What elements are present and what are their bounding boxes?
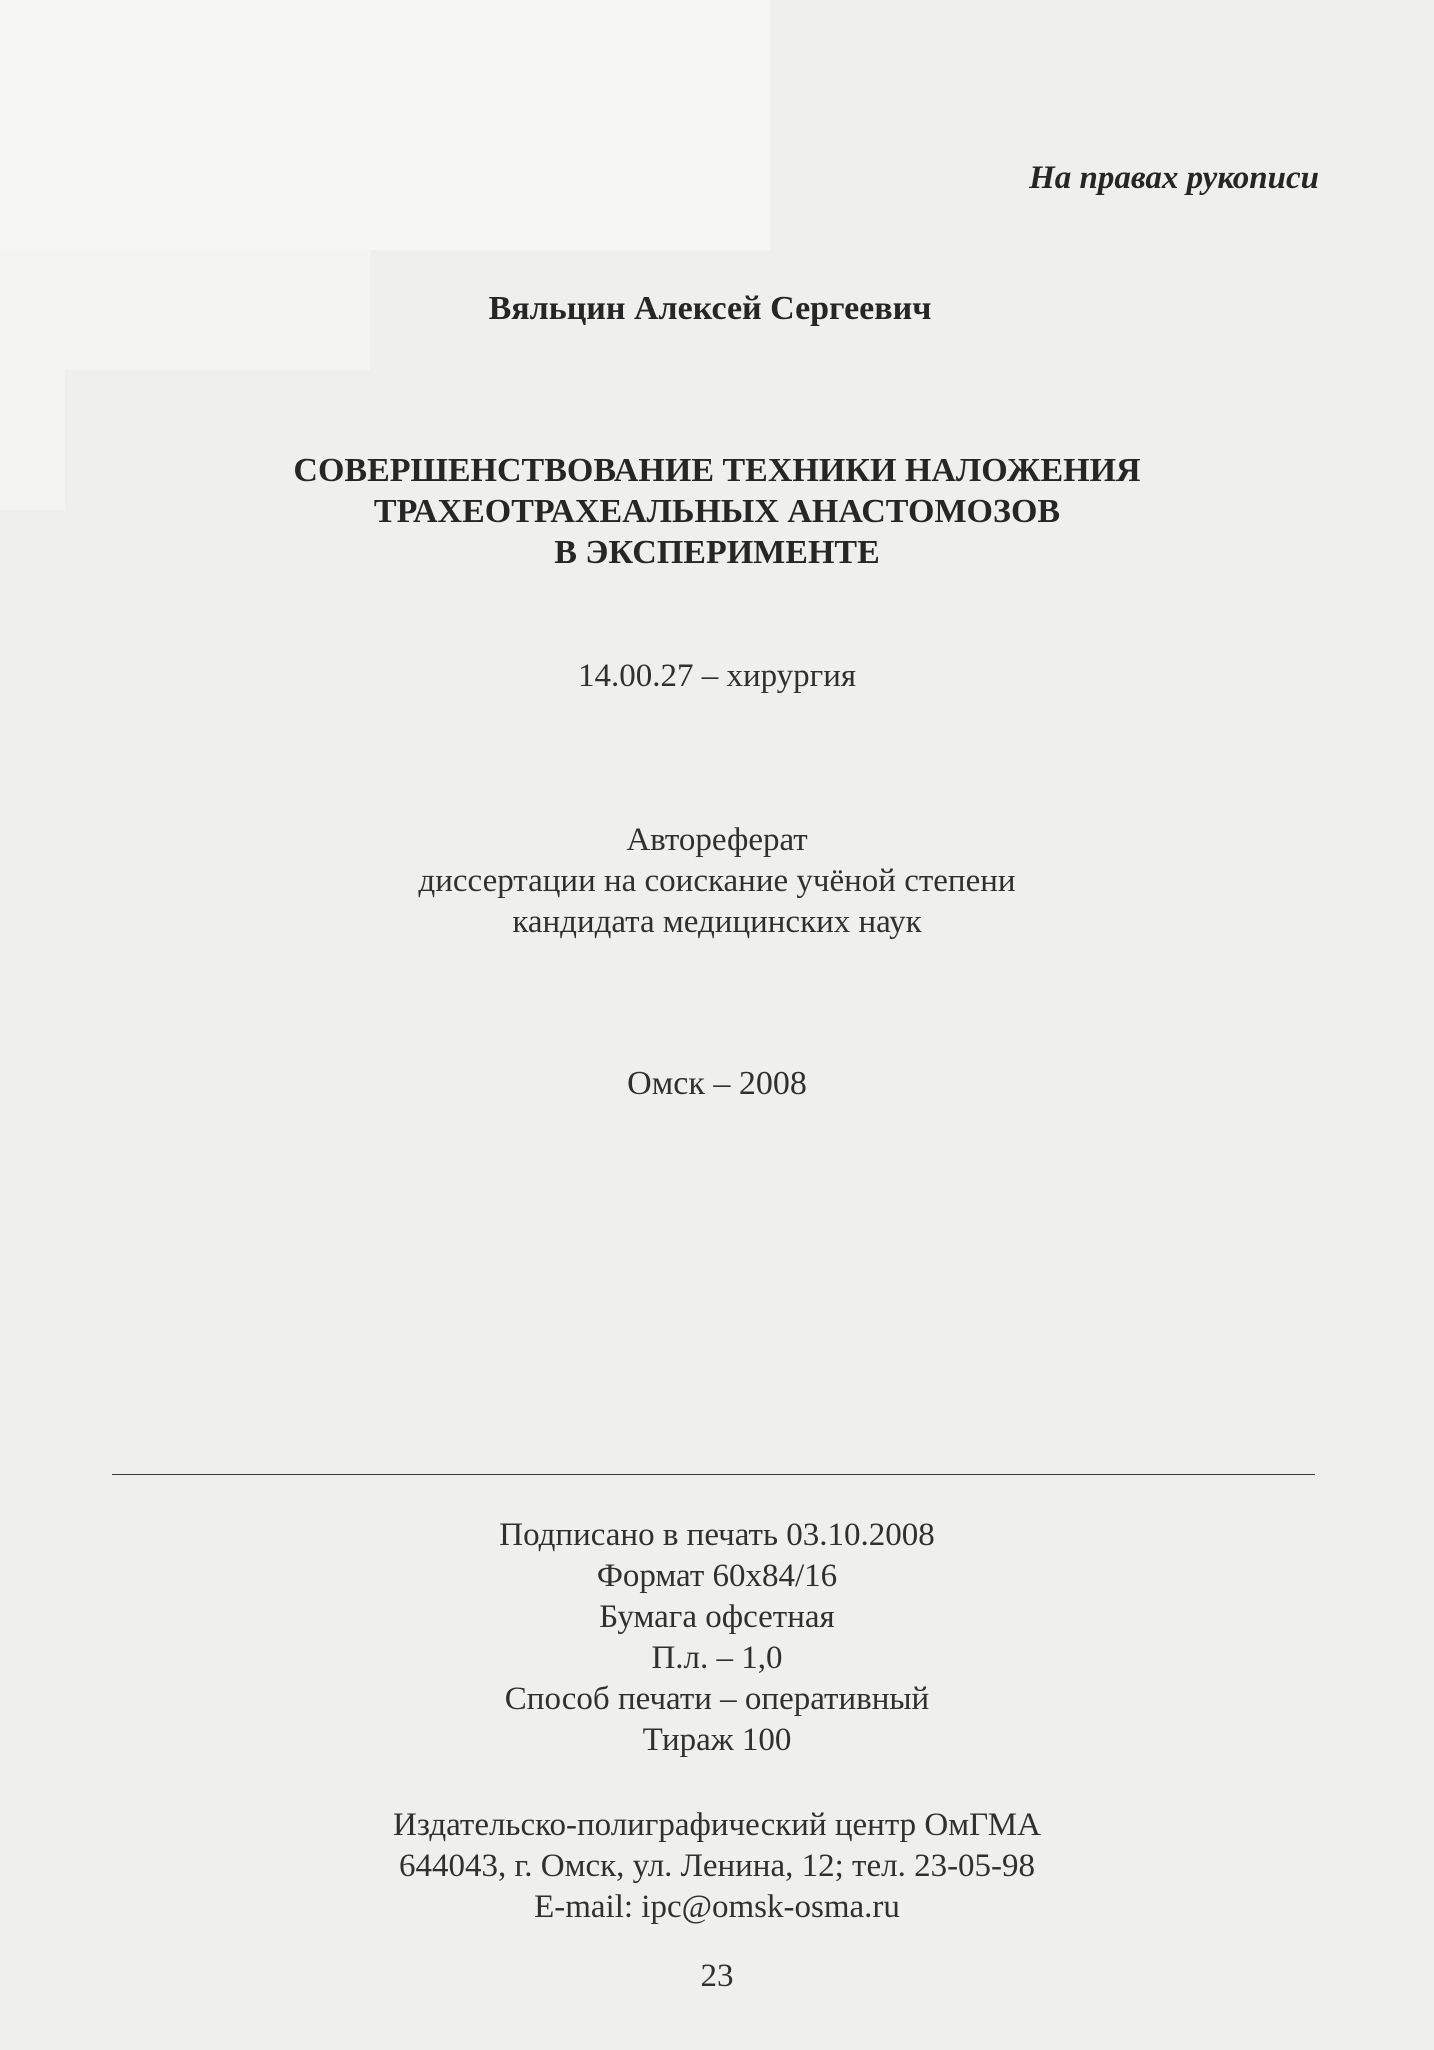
specialty-code: 14.00.27 – хирургия (577, 658, 857, 694)
abstract-line: кандидата медицинских наук (512, 904, 922, 940)
city-year: Омск – 2008 (627, 1065, 807, 1102)
publisher-email: E-mail: ipc@omsk-osma.ru (534, 1889, 900, 1925)
title-line: В ЭКСПЕРИМЕНТЕ (554, 534, 880, 571)
imprint-line: Способ печати – оперативный (504, 1681, 930, 1717)
imprint-line: Подписано в печать 03.10.2008 (499, 1517, 935, 1553)
abstract-line: диссертации на соискание учёной степени (418, 863, 1016, 899)
title-line: СОВЕРШЕНСТВОВАНИЕ ТЕХНИКИ НАЛОЖЕНИЯ (293, 452, 1141, 489)
abstract-description (0, 820, 1434, 943)
print-imprint (0, 1515, 1434, 1761)
rights-note: На правах рукописи (1029, 160, 1319, 196)
publisher-line: Издательско-полиграфический центр ОмГМА (393, 1807, 1041, 1843)
publisher-line: 644043, г. Омск, ул. Ленина, 12; тел. 23-05-98 (398, 1848, 1036, 1884)
title-line: ТРАХЕОТРАХЕАЛЬНЫХ АНАСТОМОЗОВ (373, 493, 1061, 530)
imprint-line: П.л. – 1,0 (651, 1640, 783, 1676)
horizontal-divider (112, 1474, 1315, 1475)
imprint-line: Бумага офсетная (599, 1599, 835, 1635)
imprint-line: Тираж 100 (642, 1722, 792, 1758)
author-name: Вяльцин Алексей Сергеевич (488, 290, 932, 327)
publisher-info (0, 1805, 1434, 1928)
imprint-line: Формат 60х84/16 (596, 1558, 838, 1594)
dissertation-title (0, 450, 1434, 573)
page-number: 23 (700, 1958, 734, 1994)
abstract-line: Автореферат (626, 822, 808, 858)
